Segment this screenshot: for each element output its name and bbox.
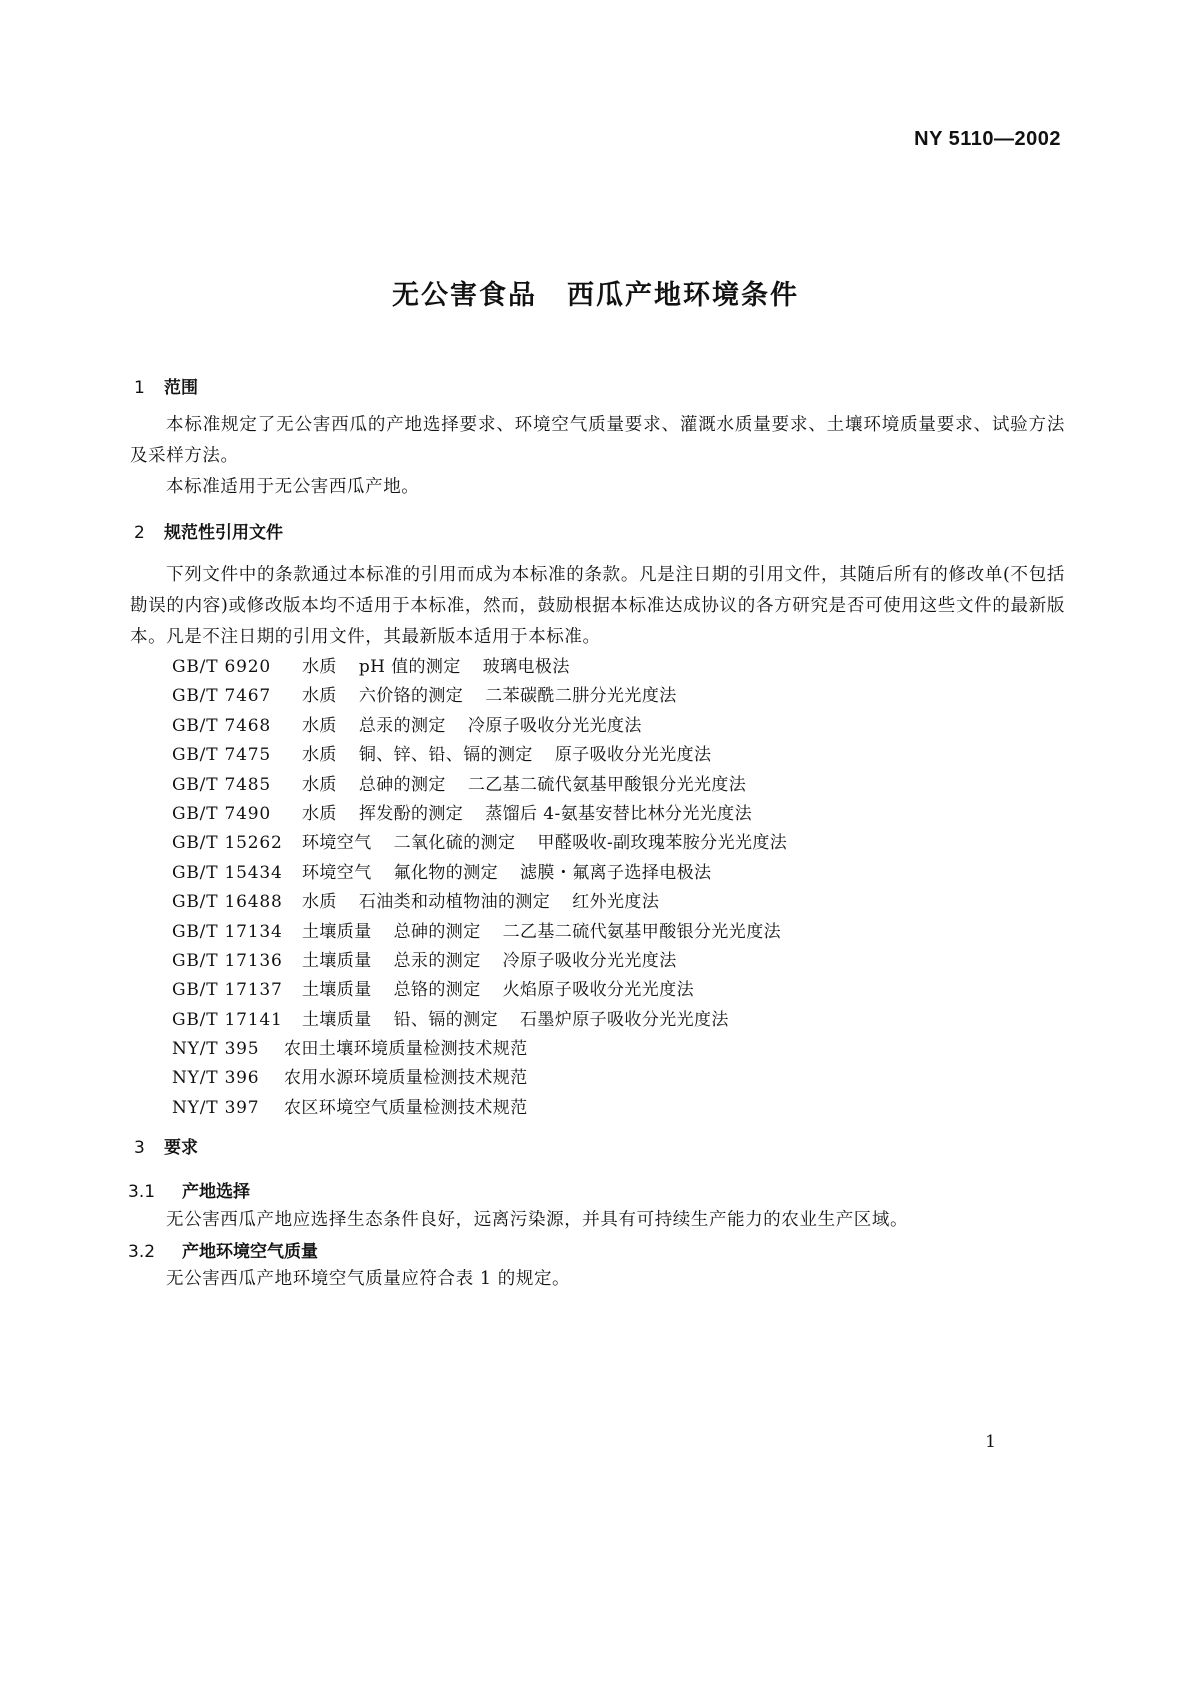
reference-code: NY/T 395 (172, 1039, 260, 1060)
reference-title-part: 石墨炉原子吸收分光光度法 (520, 1009, 729, 1030)
reference-code: GB/T 7485 (172, 774, 272, 795)
reference-code: GB/T 6920 (172, 657, 272, 677)
reference-title-part: 环境空气 (302, 833, 372, 854)
reference-title-part: 总铬的测定 (393, 980, 481, 1001)
reference-item (172, 888, 809, 917)
reference-item (172, 918, 809, 947)
reference-title-part: 总砷的测定 (358, 774, 446, 795)
subsection-title: 产地环境空气质量 (182, 1242, 318, 1262)
reference-item (172, 741, 809, 770)
reference-code: NY/T 397 (172, 1097, 260, 1118)
reference-code: GB/T 7468 (172, 715, 272, 736)
reference-item (172, 947, 809, 976)
reference-code: GB/T 17134 (172, 921, 283, 942)
reference-code: GB/T 16488 (172, 892, 283, 913)
reference-title-part: 环境空气 (302, 862, 372, 883)
reference-title-part: 农用水源环境质量检测技术规范 (284, 1068, 528, 1089)
reference-item (172, 859, 809, 888)
reference-item (172, 800, 809, 829)
document-title (0, 273, 1191, 312)
reference-title-part: 石油类和动植物油的测定 (358, 892, 551, 913)
reference-title-part: 六价铬的测定 (358, 686, 464, 707)
section-1-paragraph-2: 本标准适用于无公害西瓜产地。 (166, 477, 420, 497)
reference-item (172, 829, 809, 858)
reference-title-part: 二乙基二硫代氨基甲酸银分光光度法 (502, 921, 782, 942)
section-number: 1 (134, 378, 145, 398)
reference-title-part: 水质 (302, 686, 337, 707)
reference-title-part: 水质 (302, 803, 337, 824)
reference-title-part: 铜、锌、铅、镉的测定 (358, 745, 533, 766)
reference-title-part: 原子吸收分光光度法 (554, 745, 712, 766)
section-number: 2 (134, 523, 145, 543)
reference-title-part: 土壤质量 (302, 921, 372, 942)
reference-title-part: 水质 (302, 715, 337, 736)
subsection-number: 3.2 (128, 1242, 156, 1262)
reference-title-part: 火焰原子吸收分光光度法 (502, 980, 695, 1001)
section-2-heading (134, 518, 283, 543)
reference-title-part: 二苯碳酰二肼分光光度法 (485, 686, 677, 707)
reference-code: GB/T 7490 (172, 803, 272, 824)
normative-references-list (172, 653, 809, 1123)
standard-code: NY 5110—2002 (914, 128, 1061, 150)
subsection-number: 3.1 (128, 1182, 156, 1202)
reference-title-part: 甲醛吸收-副玫瑰苯胺分光光度法 (537, 833, 788, 854)
reference-title-part: 总汞的测定 (393, 950, 481, 971)
reference-code: GB/T 15262 (172, 833, 283, 854)
reference-title-part: 土壤质量 (302, 980, 372, 1001)
reference-title-part: 氟化物的测定 (393, 862, 499, 883)
reference-title-part: 总砷的测定 (393, 921, 481, 942)
reference-code: GB/T 17136 (172, 950, 283, 971)
reference-title-part: 水质 (302, 745, 337, 766)
reference-title-part: 二氧化硫的测定 (393, 833, 516, 854)
subsection-title: 产地选择 (182, 1182, 250, 1202)
reference-code: GB/T 17141 (172, 1009, 283, 1030)
reference-code: GB/T 7475 (172, 745, 272, 766)
section-title: 范围 (164, 378, 198, 398)
section-title: 规范性引用文件 (164, 523, 283, 543)
reference-title-part: 挥发酚的测定 (358, 803, 464, 824)
reference-title-part: 农田土壤环境质量检测技术规范 (284, 1039, 528, 1060)
section-3-2-text: 无公害西瓜产地环境空气质量应符合表 1 的规定。 (166, 1269, 571, 1289)
section-3-1-text: 无公害西瓜产地应选择生态条件良好，远离污染源，并具有可持续生产能力的农业生产区域。 (166, 1210, 909, 1230)
page-number: 1 (985, 1432, 996, 1452)
title-right: 西瓜产地环境条件 (567, 280, 799, 311)
reference-title-part: pH 值的测定 (358, 657, 461, 677)
section-2-intro: 下列文件中的条款通过本标准的引用而成为本标准的条款。凡是注日期的引用文件，其随后所有的修改单(不包括勘误的内容)或修改版本均不适用于本标准，然而，鼓励根据本标准达成协议的各方研究是否可使用这些文件的最新版本。凡是不注日期的引用文件，其最新版本适用于本标准。 (130, 565, 1065, 647)
section-1-paragraph-1: 本标准规定了无公害西瓜的产地选择要求、环境空气质量要求、灌溉水质量要求、土壤环境质量要求、试验方法及采样方法。 (130, 415, 1065, 466)
reference-item (172, 1064, 809, 1093)
section-number: 3 (134, 1138, 145, 1158)
reference-code: GB/T 17137 (172, 980, 283, 1001)
reference-title-part: 蒸馏后 4-氨基安替比林分光光度法 (485, 803, 752, 824)
reference-title-part: 土壤质量 (302, 1009, 372, 1030)
reference-title-part: 水质 (302, 657, 337, 677)
section-1-heading (134, 373, 198, 398)
reference-code: GB/T 7467 (172, 686, 272, 707)
reference-title-part: 农区环境空气质量检测技术规范 (284, 1097, 528, 1118)
reference-title-part: 红外光度法 (572, 892, 660, 913)
section-3-heading (134, 1133, 198, 1158)
reference-code: NY/T 396 (172, 1068, 260, 1089)
reference-title-part: 冷原子吸收分光光度法 (502, 950, 677, 971)
reference-code: GB/T 15434 (172, 862, 283, 883)
reference-title-part: 水质 (302, 774, 337, 795)
section-3-1-heading (128, 1177, 250, 1202)
title-left: 无公害食品 (392, 280, 537, 311)
reference-title-part: 二乙基二硫代氨基甲酸银分光光度法 (467, 774, 747, 795)
reference-item (172, 653, 809, 682)
section-3-2-heading (128, 1237, 318, 1262)
reference-title-part: 冷原子吸收分光光度法 (467, 715, 642, 736)
reference-title-part: 总汞的测定 (358, 715, 446, 736)
reference-item (172, 1035, 809, 1064)
reference-title-part: 水质 (302, 892, 337, 913)
reference-item (172, 712, 809, 741)
reference-title-part: 铅、镉的测定 (393, 1009, 499, 1030)
reference-title-part: 土壤质量 (302, 950, 372, 971)
reference-item (172, 1094, 809, 1123)
reference-title-part: 滤膜・氟离子选择电极法 (520, 862, 712, 883)
reference-item (172, 771, 809, 800)
section-title: 要求 (164, 1138, 198, 1158)
reference-item (172, 1006, 809, 1035)
reference-item (172, 976, 809, 1005)
reference-item (172, 682, 809, 711)
reference-title-part: 玻璃电极法 (482, 657, 570, 677)
